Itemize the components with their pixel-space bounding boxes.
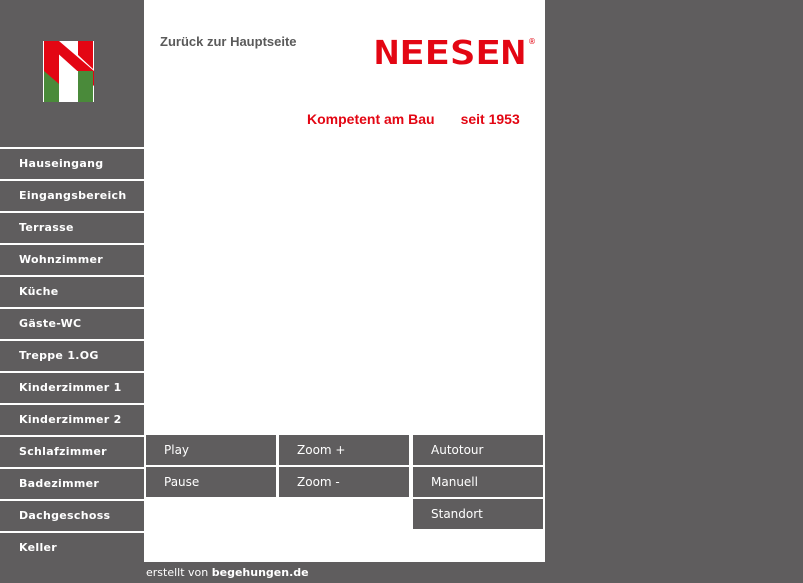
- nav-item-kueche[interactable]: Küche: [0, 277, 144, 309]
- footer: [0, 562, 803, 583]
- location-button[interactable]: Standort: [413, 499, 543, 529]
- sidebar: [0, 0, 144, 562]
- nav-item-badezimmer[interactable]: Badezimmer: [0, 469, 144, 501]
- footer-prefix: erstellt von: [146, 566, 209, 579]
- zoom-in-button[interactable]: Zoom +: [279, 435, 409, 465]
- nav-item-gaeste-wc[interactable]: Gäste-WC: [0, 309, 144, 341]
- autotour-button[interactable]: Autotour: [413, 435, 543, 465]
- nav-item-keller[interactable]: Keller: [0, 533, 144, 565]
- nav-item-terrasse[interactable]: Terrasse: [0, 213, 144, 245]
- zoom-out-button[interactable]: Zoom -: [279, 467, 409, 497]
- neesen-n-logo-icon: [43, 41, 94, 102]
- play-button[interactable]: Play: [146, 435, 276, 465]
- neesen-brand-logo: [374, 34, 538, 68]
- slogan-competence: Kompetent am Bau: [307, 111, 435, 127]
- nav-item-dachgeschoss[interactable]: Dachgeschoss: [0, 501, 144, 533]
- brand-wordmark: NEESEN: [374, 34, 526, 68]
- room-navigation: [0, 147, 144, 565]
- footer-credit: [146, 566, 309, 579]
- slogan: [307, 111, 520, 127]
- nav-item-hauseingang[interactable]: Hauseingang: [0, 147, 144, 181]
- nav-item-wohnzimmer[interactable]: Wohnzimmer: [0, 245, 144, 277]
- manual-button[interactable]: Manuell: [413, 467, 543, 497]
- nav-item-eingangsbereich[interactable]: Eingangsbereich: [0, 181, 144, 213]
- footer-site-link[interactable]: begehungen.de: [211, 566, 309, 579]
- main-content: [144, 0, 545, 562]
- slogan-since: seit 1953: [460, 111, 520, 127]
- nav-item-kinderzimmer-1[interactable]: Kinderzimmer 1: [0, 373, 144, 405]
- nav-item-treppe-1og[interactable]: Treppe 1.OG: [0, 341, 144, 373]
- back-to-home-link[interactable]: Zurück zur Hauptseite: [160, 34, 297, 49]
- nav-item-schlafzimmer[interactable]: Schlafzimmer: [0, 437, 144, 469]
- registered-mark: ®: [528, 37, 536, 46]
- nav-item-kinderzimmer-2[interactable]: Kinderzimmer 2: [0, 405, 144, 437]
- pause-button[interactable]: Pause: [146, 467, 276, 497]
